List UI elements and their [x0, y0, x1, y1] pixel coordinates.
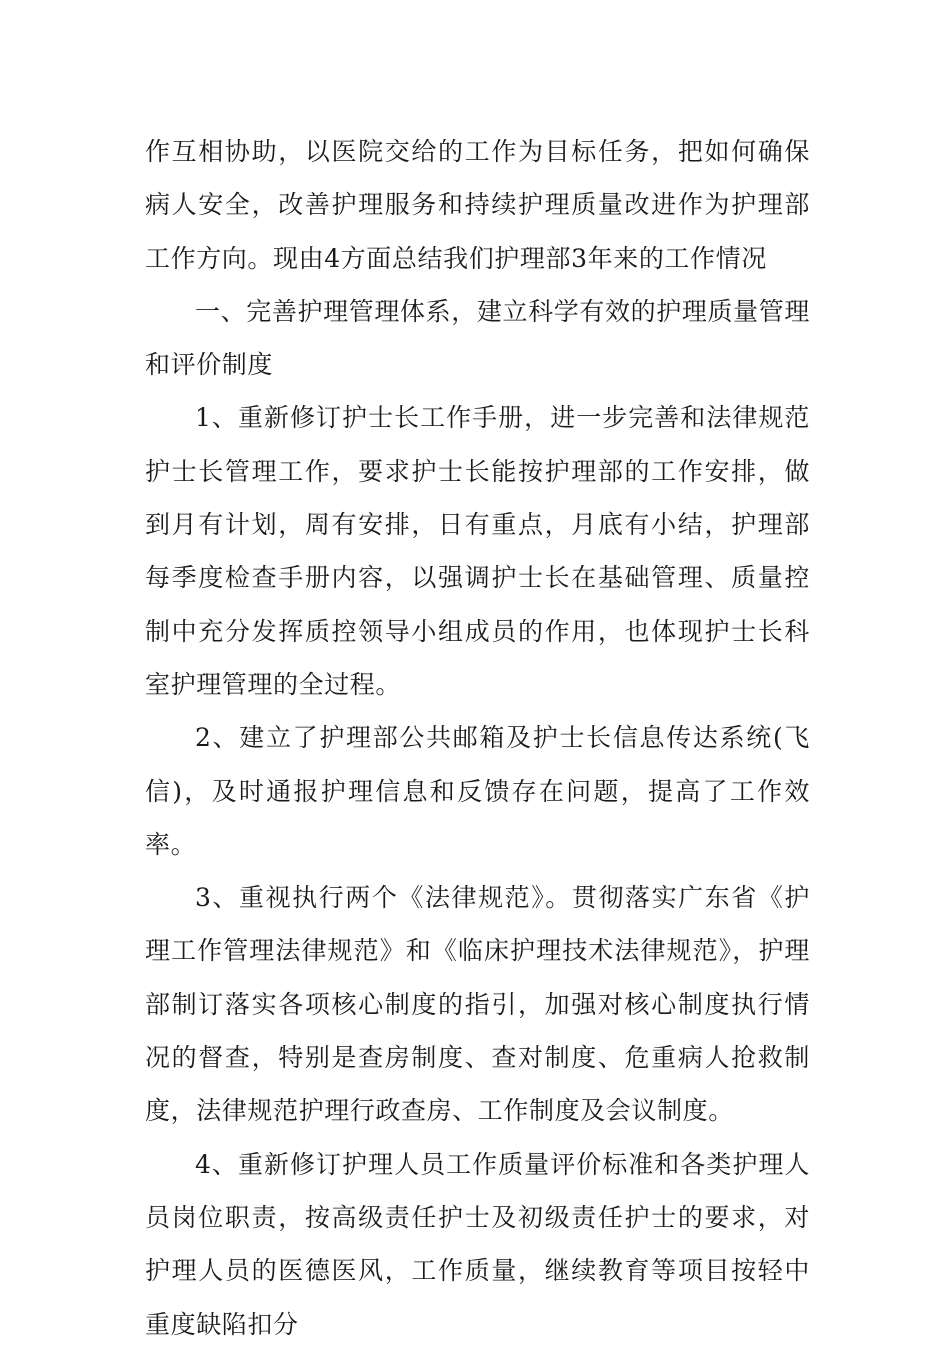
document-body: [145, 125, 810, 1351]
paragraph-item-3: 3、重视执行两个《法律规范》。贯彻落实广东省《护理工作管理法律规范》和《临床护理技术法律规范》，护理部制订落实各项核心制度的指引，加强对核心制度执行情况的督查，特别是查房制度、查对制度、危重病人抢救制度，法律规范护理行政查房、工作制度及会议制度。: [145, 883, 810, 1126]
section-heading-1: 一、完善护理管理体系，建立科学有效的护理质量管理和评价制度: [145, 296, 810, 380]
paragraph-item-4: 4、重新修订护理人员工作质量评价标准和各类护理人员岗位职责，按高级责任护士及初级责任护士的要求，对护理人员的医德医风，工作质量，继续教育等项目按轻中重度缺陷扣分: [145, 1149, 810, 1339]
paragraph-item-2: 2、建立了护理部公共邮箱及护士长信息传达系统(飞信)，及时通报护理信息和反馈存在问题，提高了工作效率。: [145, 723, 810, 859]
paragraph-intro-continuation: 作互相协助，以医院交给的工作为目标任务，把如何确保病人安全，改善护理服务和持续护理质量改进作为护理部工作方向。现由4方面总结我们护理部3年来的工作情况: [145, 137, 810, 273]
paragraph-item-1: 1、重新修订护士长工作手册，进一步完善和法律规范护士长管理工作，要求护士长能按护理部的工作安排，做到月有计划，周有安排，日有重点，月底有小结，护理部每季度检查手册内容，以强调护士长在基础管理、质量控制中充分发挥质控领导小组成员的作用，也体现护士长科室护理管理的全过程。: [145, 403, 810, 699]
